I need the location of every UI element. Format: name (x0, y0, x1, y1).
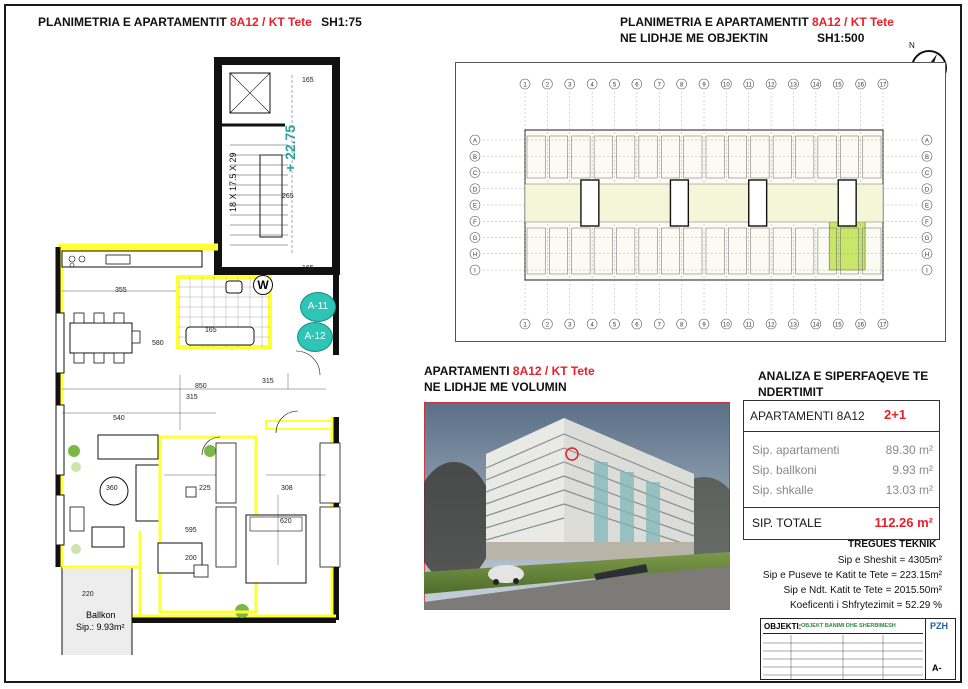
technical-line: Koeficenti i Shfrytezimit = 52.29 % (789, 600, 942, 611)
balcony-label: Ballkon (86, 610, 116, 620)
grid-letter: C (472, 171, 478, 177)
sofa (98, 435, 158, 459)
grid-number: 7 (657, 82, 661, 89)
dim-label: 360 (106, 485, 118, 492)
grid-number: 13 (790, 82, 797, 89)
grid-number: 6 (635, 322, 639, 329)
grid-letter: I (474, 268, 476, 275)
grid-letter: H (924, 252, 930, 259)
dim-label: 200 (185, 555, 197, 562)
grid-number: 15 (834, 82, 842, 89)
level-label: A- (932, 663, 942, 673)
elevation-label: + 22.75 (282, 124, 298, 172)
grid-letter: I (926, 268, 928, 275)
site-title-line2 (620, 31, 865, 45)
analysis-row-value: 89.30 m² (885, 443, 933, 457)
grid-letter: G (924, 236, 930, 242)
grid-number: 17 (879, 82, 887, 89)
dim-label: 165 (302, 77, 314, 84)
highlighted-apartment (829, 220, 865, 270)
title-block-grid (763, 635, 923, 679)
grid-letter: A (924, 138, 930, 145)
technical-line: Sip e Ndt. Katit te Tete = 2015.50m² (783, 585, 942, 596)
dim-label: 308 (281, 485, 293, 492)
technical-title: TREGUES TEKNIK (848, 539, 937, 550)
grid-letter: G (472, 236, 478, 242)
grid-number: 9 (702, 82, 706, 89)
plan-title-scale: SH1:75 (321, 15, 362, 29)
grid-number: 11 (745, 82, 752, 89)
volume-title (424, 364, 595, 378)
kitchen-counter (62, 251, 202, 267)
grid-letter: C (924, 171, 930, 177)
site-title-prefix: PLANIMETRIA E APARTAMENTIT (620, 15, 809, 29)
volume-title-subline: NE LIDHJE ME VOLUMIN (424, 380, 567, 394)
grid-number: 6 (635, 82, 639, 89)
dim-label: 315 (186, 394, 198, 401)
objekti-value: OBJEKT BANIMI DHE SHERBIMESH (801, 623, 896, 629)
building-render-image (424, 402, 730, 610)
grid-number: 3 (568, 82, 572, 89)
dim-label: 165 (302, 265, 314, 272)
technical-line: Sip e Sheshit = 4305m² (837, 555, 942, 566)
grid-number: 15 (834, 322, 842, 329)
plan-title-prefix: PLANIMETRIA E APARTAMENTIT (38, 15, 227, 29)
analysis-total-value: 112.26 m² (874, 515, 933, 530)
dim-label: 225 (199, 485, 211, 492)
grid-number: 12 (767, 322, 775, 329)
grid-number: 11 (745, 322, 752, 329)
washer-icon: W (253, 275, 273, 295)
title-block (760, 618, 956, 680)
site-title-subline: NE LIDHJE ME OBJEKTIN (620, 31, 769, 45)
balcony-area: Sip.: 9.93m² (76, 622, 125, 632)
analysis-row-label: Sip. ballkoni (752, 463, 817, 477)
dim-label: 540 (113, 415, 125, 422)
dim-label: 850 (195, 383, 207, 390)
grid-number: 5 (612, 82, 617, 89)
sofa-side (136, 465, 160, 521)
grid-letter: B (924, 154, 930, 161)
grid-number: 4 (590, 82, 594, 89)
grid-number: 7 (657, 322, 661, 329)
stair-spec-label: 18 X 17.5 X 29 (228, 152, 238, 212)
site-title-scale: SH1:500 (817, 31, 865, 45)
title-block-header (763, 621, 923, 634)
dim-label: 620 (280, 518, 292, 525)
site-title-apartment: 8A12 / KT Tete (812, 15, 894, 29)
grid-number: 16 (857, 82, 864, 89)
stair-core (749, 180, 767, 226)
grid-number: 2 (545, 322, 550, 329)
grid-number: 8 (679, 82, 684, 89)
grid-number: 10 (723, 322, 730, 329)
section-tag-a12: A-12 (297, 322, 333, 352)
grid-number: 14 (812, 322, 820, 329)
stair-flight (260, 155, 282, 237)
objekti-label: OBJEKTI: (764, 622, 802, 631)
area-analysis-table (743, 400, 940, 540)
site-title (620, 15, 894, 29)
dim-label: 220 (82, 591, 94, 598)
volume-title-apartment: 8A12 / KT Tete (512, 364, 595, 378)
analysis-total-row (744, 507, 939, 540)
dim-label: 165 (205, 327, 217, 334)
grid-letter: H (472, 252, 478, 259)
grid-number: 10 (723, 82, 730, 89)
dim-label: 315 (262, 378, 274, 385)
grid-number: 17 (879, 322, 887, 329)
plan-title (38, 15, 362, 29)
analysis-header-type: 2+1 (884, 407, 907, 422)
analysis-header-row (744, 401, 939, 432)
stair-core (670, 180, 688, 226)
grid-letter: D (472, 187, 478, 194)
grid-letter: F (473, 219, 477, 226)
grid-number: 8 (679, 322, 684, 329)
toilet (226, 281, 242, 293)
svg-text:N: N (909, 41, 915, 50)
stair-core (581, 180, 599, 226)
analysis-row-label: Sip. apartamenti (752, 443, 840, 457)
grid-letter: D (924, 187, 930, 194)
grid-number: 13 (790, 322, 797, 329)
pzh-logo: PZH (930, 621, 948, 631)
title-block-logo (925, 619, 956, 679)
dim-label: 595 (185, 527, 197, 534)
technical-line: Sip e Puseve te Katit te Tete = 223.15m² (762, 570, 942, 581)
grid-letter: B (472, 154, 478, 161)
grid-number: 2 (545, 82, 550, 89)
bathtub (186, 327, 254, 345)
grid-letter: E (924, 203, 930, 210)
dim-label: 355 (115, 287, 127, 294)
plan-title-apartment: 8A12 / KT Tete (230, 15, 312, 29)
volume-title-prefix: APARTAMENTI (424, 364, 510, 378)
dining-table (70, 323, 132, 353)
analysis-total-label: SIP. TOTALE (752, 516, 822, 530)
analysis-row-label: Sip. shkalle (752, 483, 814, 497)
analysis-title-line1: ANALIZA E SIPERFAQEVE TE (758, 369, 929, 383)
analysis-row-value: 9.93 m² (892, 463, 933, 477)
corridor (525, 184, 883, 222)
dim-label: 265 (282, 193, 294, 200)
dim-label: 580 (152, 340, 164, 347)
grid-number: 5 (612, 322, 617, 329)
analysis-row-value: 13.03 m² (885, 483, 933, 497)
grid-number: 4 (590, 322, 594, 329)
grid-letter: F (925, 219, 929, 226)
grid-number: 1 (523, 322, 527, 329)
grid-number: 16 (857, 322, 864, 329)
grid-number: 9 (702, 322, 706, 329)
stair-core (838, 180, 856, 226)
apartment-floor-plan (40, 55, 360, 655)
grid-number: 1 (523, 82, 527, 89)
section-tag-a11: A-11 (300, 292, 336, 322)
grid-number: 3 (568, 322, 572, 329)
grid-letter: E (472, 203, 478, 210)
analysis-header-label: APARTAMENTI 8A12 (750, 409, 865, 423)
grid-number: 12 (767, 82, 775, 89)
analysis-title-line2: NDERTIMIT (758, 385, 824, 399)
site-plan-drawing (455, 62, 946, 342)
grid-letter: A (472, 138, 478, 145)
grid-number: 14 (812, 82, 820, 89)
